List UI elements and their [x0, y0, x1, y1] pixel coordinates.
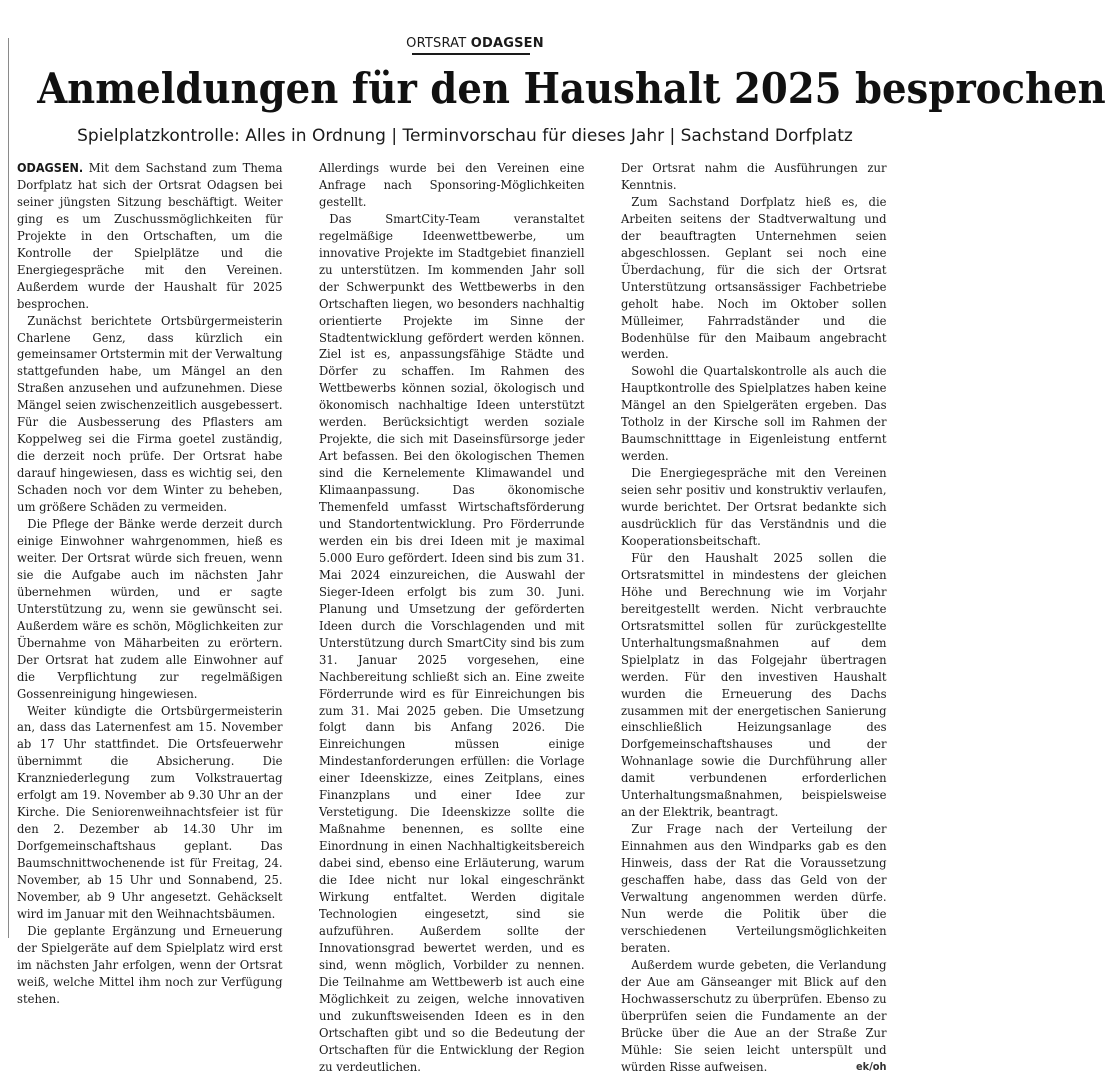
article-headline: Anmeldungen für den Haushalt 2025 besprochen [37, 64, 1106, 113]
paragraph: Für den Haushalt 2025 sollen die Ortsratsmittel in mindestens der gleichen Höhe und Berechnung wie im Vorjahr bereitgestellt werden. Nicht verbrauchte Ortsratsmittel sollen für zurückgestellte Unterhaltungsmaßnahmen auf dem Spielplatz in das Folgejahr übertragen werden. Für den investiven Haushalt wurden die Erneuerung des Dachs zusammen mit der energetischen Sanierung einschließlich Heizungsanlage des Dorfgemeinschaftshauses und der Wohnanlage sowie die Durchführung aller damit verbundenen erforderlichen Unterhaltungsmaßnahmen, beispielsweise an der Elektrik, beantragt. [621, 549, 887, 820]
paragraph-text: Mit dem Sachstand zum Thema Dorfplatz hat sich der Ortsrat Odagsen bei seiner jüngsten Sitzung beschäftigt. Weiter ging es um Zuschussmöglichkeiten für Projekte in den Ortschaften, um die Kontrolle der Spielplätze und die Energiegespräche mit den Vereinen. Außerdem wurde der Haushalt für 2025 besprochen. [17, 160, 283, 311]
paragraph: Die geplante Ergänzung und Erneuerung der Spielgeräte auf dem Spielplatz wird erst im nächsten Jahr erfolgen, wenn der Ortsrat weiß, welche Mittel ihm noch zur Verfügung stehen. [17, 922, 283, 1006]
paragraph: Zum Sachstand Dorfplatz hieß es, die Arbeiten seitens der Stadtverwaltung und der beauftragten Unternehmen seien abgeschlossen. Geplant sei noch eine Überdachung, für die sich der Ortsrat Unterstützung ortsansässiger Fachbetriebe geholt habe. Noch im Oktober sollen Mülleimer, Fahrradständer und die Bodenhülse für den Maibaum angebracht werden. [621, 193, 887, 362]
paragraph: Weiter kündigte die Ortsbürgermeisterin an, dass das Laternenfest am 15. November ab 17 Uhr stattfindet. Die Ortsfeuerwehr übernimmt die Absicherung. Die Kranzniederlegung zum Volkstrauertag erfolgt am 19. November ab 9.30 Uhr an der Kirche. Die Seniorenweihnachtsfeier ist für den 2. Dezember ab 14.30 Uhr im Dorfgemeinschaftshaus geplant. Das Baumschnittwochenende ist für Freitag, 24. November, ab 15 Uhr und Sonnabend, 25. November, ab 9 Uhr angesetzt. Gehäckselt wird im Januar mit den Weihnachtsbäumen. [17, 702, 283, 921]
kicker-underline [412, 53, 530, 55]
left-margin-rule [8, 38, 9, 938]
paragraph: Zur Frage nach der Verteilung der Einnahmen aus den Windparks gab es den Hinweis, dass der Rat die Voraussetzung geschaffen habe, dass das Geld von der Verwaltung angenommen werden dürfe. Nun werde die Politik über die verschiedenen Verteilungsmöglichkeiten beraten. [621, 821, 887, 955]
dateline: ODAGSEN. [17, 161, 84, 175]
article-subhead: Spielplatzkontrolle: Alles in Ordnung | Terminvorschau für dieses Jahr | Sachstand Dorfplatz [77, 126, 853, 146]
paragraph: Der Ortsrat nahm die Ausführungen zur Kenntnis. [621, 160, 887, 192]
text-column-1 [17, 160, 283, 1006]
section-kicker [0, 36, 950, 52]
paragraph: Sowohl die Quartalskontrolle als auch die Hauptkontrolle des Spielplatzes haben keine Mängel an den Spielgeräten ergeben. Das Totholz in der Kirsche soll im Rahmen der Baumschnitttage in Eigenleistung entfernt werden. [621, 363, 887, 464]
paragraph [621, 957, 887, 1075]
text-column-2 [319, 160, 585, 1074]
paragraph: Die Pflege der Bänke werde derzeit durch einige Einwohner wahrgenommen, hieß es weiter. Der Ortsrat würde sich freuen, wenn sie die Aufgabe auch im nächsten Jahr übernehmen würden, und er sagte Unterstützung zu, wenn sie gewünscht sei. Außerdem wäre es schön, Möglichkeiten zur Übernahme von Mäharbeiten zu erörtern. Der Ortsrat hat zudem alle Einwohner auf die Verpflichtung zur regelmäßigen Gossenreinigung hingewiesen. [17, 516, 283, 701]
text-column-3 [621, 160, 887, 1074]
paragraph: Allerdings wurde bei den Vereinen eine Anfrage nach Sponsoring-Möglichkeiten gestellt. [319, 160, 585, 209]
paragraph: Das SmartCity-Team veranstaltet regelmäßige Ideenwettbewerbe, um innovative Projekte im Stadtgebiet finanziell zu unterstützen. Im kommenden Jahr soll der Schwerpunkt des Wettbewerbs in den Ortschaften liegen, wo besonders nachhaltig orientierte Projekte im Sinne der Stadtentwicklung gefördert werden können. Ziel ist es, anpassungsfähige Städte und Dörfer zu schaffen. Im Rahmen des Wettbewerbs können sozial, ökologisch und ökonomisch nachhaltige Ideen unterstützt werden. Berücksichtigt werden soziale Projekte, die sich mit Daseinsfürsorge jeder Art befassen. Bei den ökologischen Themen sind die Kernelemente Klimawandel und Klimaanpassung. Das ökonomische Themenfeld umfasst Wirtschaftsförderung und Standortentwicklung. Pro Förderrunde werden ein bis drei Ideen mit je maximal 5.000 Euro gefördert. Ideen sind bis zum 31. Mai 2024 einzureichen, die Auswahl der Sieger-Ideen erfolgt bis zum 30. Juni. Planung und Umsetzung der geförderten Ideen durch die Vorschlagenden und mit Unterstützung durch SmartCity sind bis zum 31. Januar 2025 vorgesehen, eine Nachbereitung schließt sich an. Eine zweite Förderrunde wird es für Einreichungen bis zum 31. Mai 2025 geben. Die Umsetzung folgt dann bis Anfang 2026. Die Einreichungen müssen einige Mindestanforderungen erfüllen: die Vorlage einer Ideenskizze, eines Zeitplans, eines Finanzplans und einer Idee zur Verstetigung. Die Ideenskizze sollte die Maßnahme benennen, es sollte eine Einordnung in einen Nachhaltigkeitsbereich dabei sind, ebenso eine Erläuterung, warum die Idee nicht nur lokal eingeschränkt Wirkung entfaltet. Werden digitale Technologien eingesetzt, sind sie aufzuführen. Außerdem sollte der Innovationsgrad bewertet werden, und es sind, wenn möglich, Vorbilder zu nennen. Die Teilnahme am Wettbewerb ist auch eine Möglichkeit zu zeigen, welche innovativen und zukunftsweisenden Ideen es in den Ortschaften gibt und so die Bedeutung der Ortschaften für die Entwicklung der Region zu verdeutlichen. [319, 210, 585, 1074]
paragraph: Die Energiegespräche mit den Vereinen seien sehr positiv und konstruktiv verlaufen, wurde berichtet. Der Ortsrat bedankte sich ausdrücklich für das Verständnis und die Kooperationsbeitschaft. [621, 465, 887, 548]
paragraph: Zunächst berichtete Ortsbürgermeisterin Charlene Genz, dass kürzlich ein gemeinsamer Ortstermin mit der Verwaltung stattgefunden habe, um Mängel an den Straßen anzusehen und aufzunehmen. Diese Mängel seien zwischenzeitlich ausgebessert. Für die Ausbesserung des Pflasters am Koppelweg sei die Firma goetel zuständig, die derzeit noch prüfe. Der Ortsrat habe darauf hingewiesen, dass es wichtig sei, den Schaden noch vor dem Winter zu beheben, um größere Schäden zu vermeiden. [17, 312, 283, 515]
kicker-place: ODAGSEN [470, 36, 544, 51]
kicker-prefix: ORTSRAT [406, 36, 467, 51]
paragraph-text: Außerdem wurde gebeten, die Verlandung der Aue am Gänseanger mit Blick auf den Hochwasserschutz zu überprüfen. Ebenso zu überprüfen seien die Fundamente an der Brücke über die Aue an der Straße Zur Mühle: Sie seien leicht unterspült und würden Risse aufweisen. [621, 956, 887, 1074]
author-initials: ek/oh [856, 1060, 887, 1073]
paragraph [17, 160, 283, 313]
